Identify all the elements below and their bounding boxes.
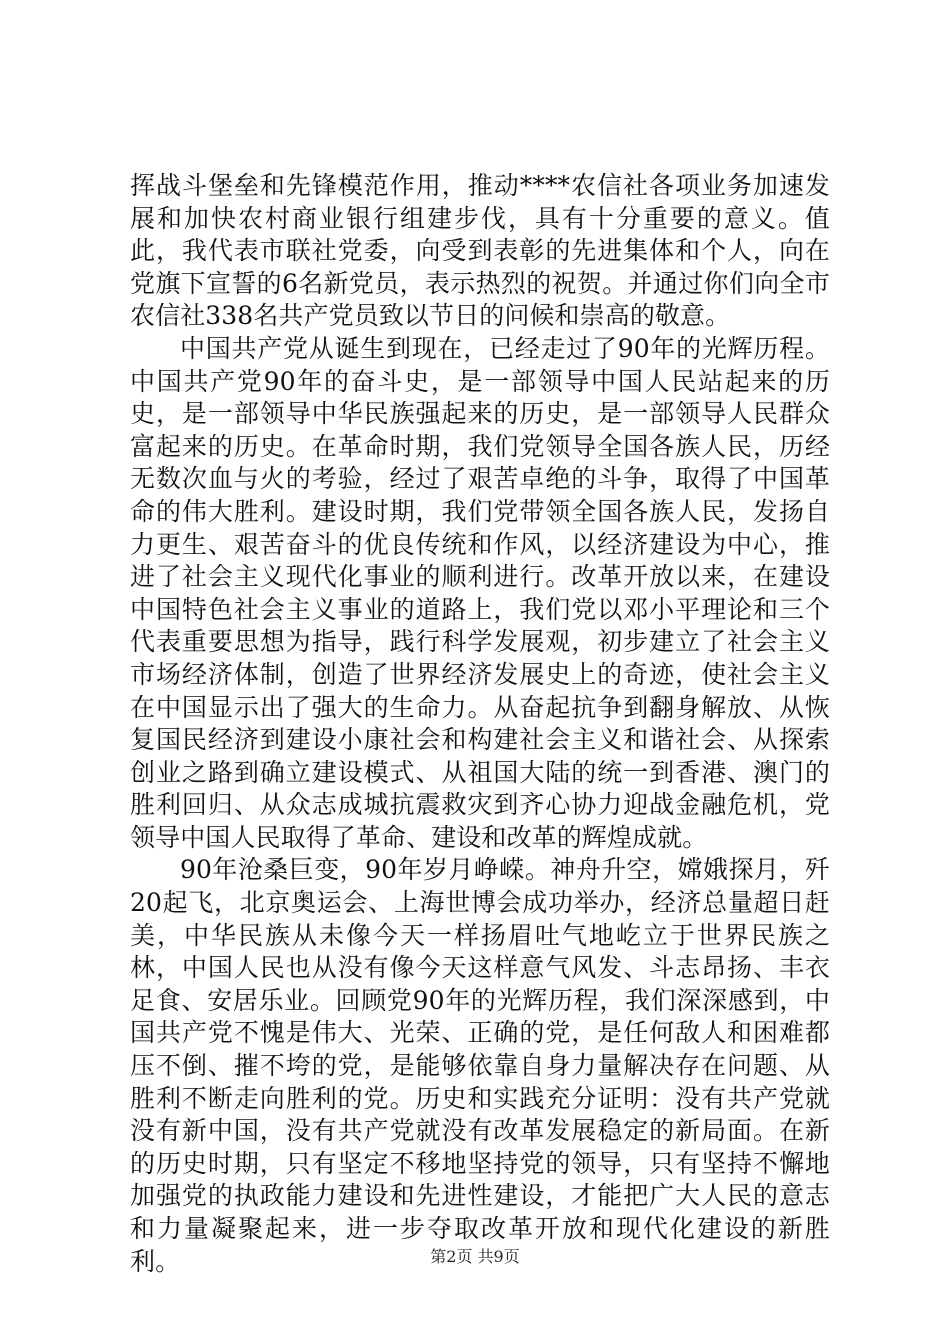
paragraph-continued: 挥战斗堡垒和先锋模范作用，推动****农信社各项业务加速发展和加快农村商业银行组建步伐，具有十分重要的意义。值此，我代表市联社党委，向受到表彰的先进集体和个人，向在党旗下宣誓的6名新党员，表示热烈的祝贺。并通过你们向全市农信社338名共产党员致以节日的问候和崇高的敬意。 [130,171,830,331]
paragraph-achievements: 90年沧桑巨变，90年岁月峥嵘。神舟升空，嫦娥探月，歼20起飞，北京奥运会、上海世博会成功举办，经济总量超日赶美，中华民族从未像今天一样扬眉吐气地屹立于世界民族之林，中国人民也从没有像今天这样意气风发、斗志昂扬、丰衣足食、安居乐业。回顾党90年的光辉历程，我们深深感到，中国共产党不愧是伟大、光荣、正确的党，是任何敌人和困难都压不倒、摧不垮的党，是能够依靠自身力量解决存在问题、从胜利不断走向胜利的党。历史和实践充分证明：没有共产党就没有新中国，没有共产党就没有改革发展稳定的新局面。在新的历史时期，只有坚定不移地坚持党的领导，只有坚持不懈地加强党的执政能力建设和先进性建设，才能把广大人民的意志和力量凝聚起来，进一步夺取改革开放和现代化建设的新胜利。 [130,855,830,1276]
paragraph-party-history: 中国共产党从诞生到现在，已经走过了90年的光辉历程。中国共产党90年的奋斗史，是一部领导中国人民站起来的历史，是一部领导中华民族强起来的历史，是一部领导人民群众富起来的历史。在革命时期，我们党领导全国各族人民，历经无数次血与火的考验，经过了艰苦卓绝的斗争，取得了中国革命的伟大胜利。建设时期，我们党带领全国各族人民，发扬自力更生、艰苦奋斗的优良传统和作风，以经济建设为中心，推进了社会主义现代化事业的顺利进行。改革开放以来，在建设中国特色社会主义事业的道路上，我们党以邓小平理论和三个代表重要思想为指导，践行科学发展观，初步建立了社会主义市场经济体制，创造了世界经济发展史上的奇迹，使社会主义在中国显示出了强大的生命力。从奋起抗争到翻身解放、从恢复国民经济到建设小康社会和构建社会主义和谐社会、从探索创业之路到确立建设模式、从祖国大陆的统一到香港、澳门的胜利回归、从众志成城抗震救灾到齐心协力迎战金融危机，党领导中国人民取得了革命、建设和改革的辉煌成就。 [130,333,830,852]
page-number-footer: 第2页 共9页 [430,1247,520,1266]
document-body [130,170,830,1278]
